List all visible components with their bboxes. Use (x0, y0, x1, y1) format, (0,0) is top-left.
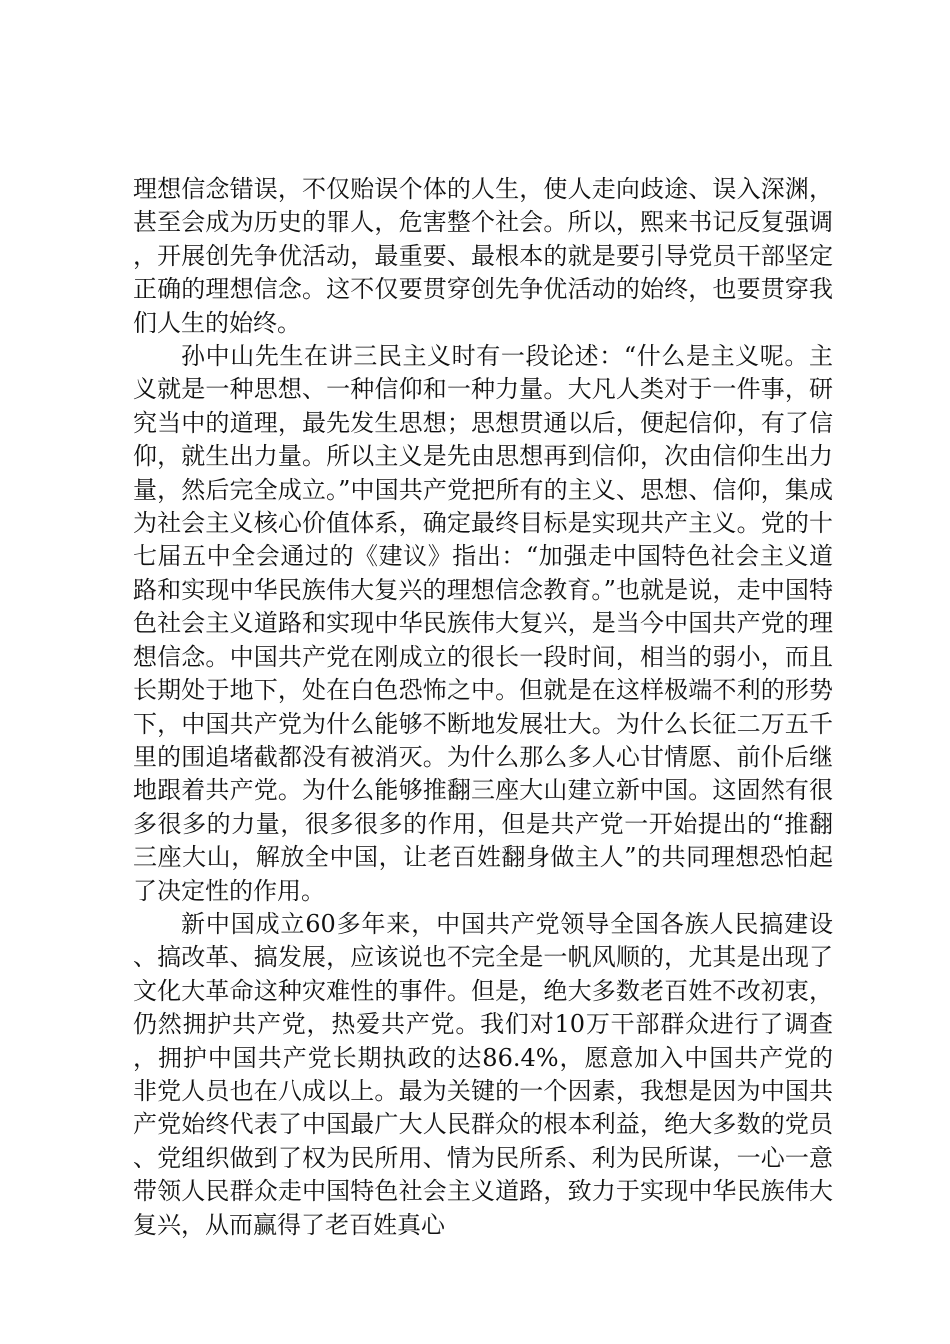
paragraph-1: 理想信念错误，不仅贻误个体的人生，使人走向歧途、误入深渊，甚至会成为历史的罪人，危害整个社会。所以，熙来书记反复强调，开展创先争优活动，最重要、最根本的就是要引导党员干部坚定正确的理想信念。这不仅要贯穿创先争优活动的始终，也要贯穿我们人生的始终。 (133, 175, 833, 337)
document-body (133, 173, 833, 1242)
paragraph-2: 孙中山先生在讲三民主义时有一段论述：“什么是主义呢。主义就是一种思想、一种信仰和一种力量。大凡人类对于一件事，研究当中的道理，最先发生思想；思想贯通以后，便起信仰，有了信仰，就生出力量。所以主义是先由思想再到信仰，次由信仰生出力量，然后完全成立。”中国共产党把所有的主义、思想、信仰，集成为社会主义核心价值体系，确定最终目标是实现共产主义。党的十七届五中全会通过的《建议》指出：“加强走中国特色社会主义道路和实现中华民族伟大复兴的理想信念教育。”也就是说，走中国特色社会主义道路和实现中华民族伟大复兴，是当今中国共产党的理想信念。中国共产党在刚成立的很长一段时间，相当的弱小，而且长期处于地下，处在白色恐怖之中。但就是在这样极端不利的形势下，中国共产党为什么能够不断地发展壮大。为什么长征二万五千里的围追堵截都没有被消灭。为什么那么多人心甘情愿、前仆后继地跟着共产党。为什么能够推翻三座大山建立新中国。这固然有很多很多的力量，很多很多的作用，但是共产党一开始提出的“推翻三座大山，解放全中国，让老百姓翻身做主人”的共同理想恐怕起了决定性的作用。 (133, 342, 833, 905)
paragraph-3: 新中国成立60多年来，中国共产党领导全国各族人民搞建设、搞改革、搞发展，应该说也不完全是一帆风顺的，尤其是出现了文化大革命这种灾难性的事件。但是，绝大多数老百姓不改初衷，仍然拥护共产党，热爱共产党。我们对10万干部群众进行了调查，拥护中国共产党长期执政的达86.4%，愿意加入中国共产党的非党人员也在八成以上。最为关键的一个因素，我想是因为中国共产党始终代表了中国最广大人民群众的根本利益，绝大多数的党员、党组织做到了权为民所用、情为民所系、利为民所谋，一心一意带领人民群众走中国特色社会主义道路，致力于实现中华民族伟大复兴，从而赢得了老百姓真心 (133, 909, 833, 1239)
